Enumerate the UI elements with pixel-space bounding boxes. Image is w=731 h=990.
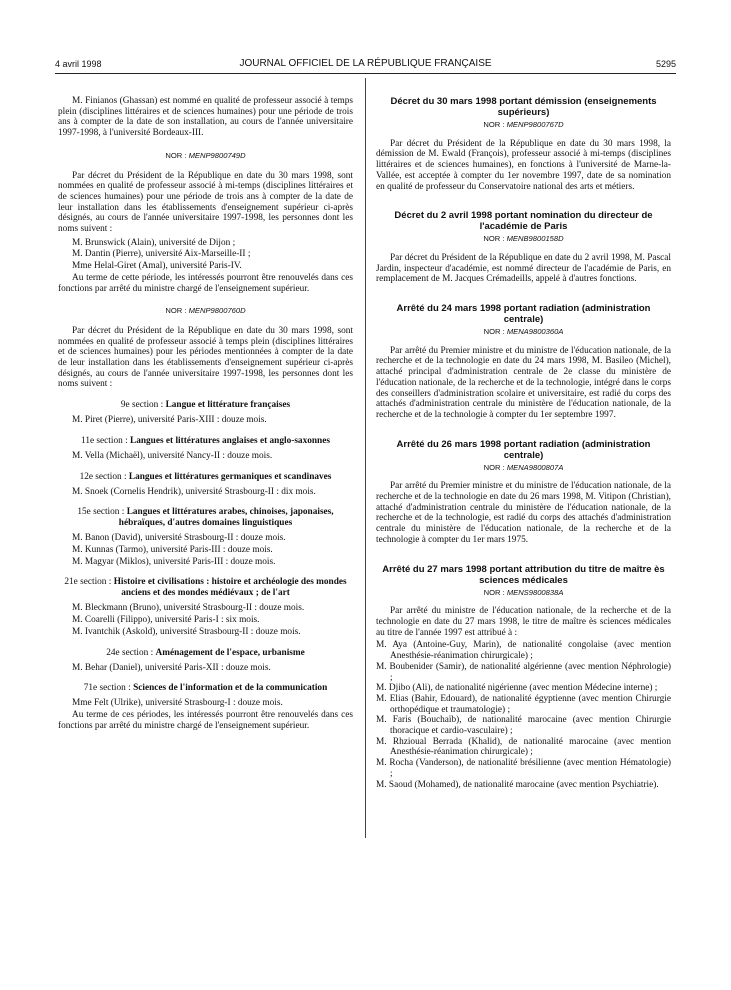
section-heading: 12e section : Langues et littératures germaniques et scandinaves — [79, 471, 332, 482]
nor-reference: NOR : MENP9800767D — [483, 120, 564, 129]
nor-code: MENA9800360A — [506, 327, 564, 337]
nor-reference: NOR : MENA9800360A — [483, 327, 564, 337]
list-item: M. Saoud (Mohamed), de nationalité marocaine (avec mention Psychiatrie). — [376, 779, 659, 790]
intro-paragraph: M. Finianos (Ghassan) est nommé en qualité de professeur associé à temps plein (disciplines littéraires et de sciences humaines) pour une période de trois ans à compter de la date de son installation, au cours de l'année universitaire 1997-1998, à l'université Bordeaux-III. — [58, 96, 353, 139]
nor-code: MENP9800760D — [188, 306, 246, 316]
page-number: 5295 — [655, 59, 676, 69]
decree-paragraph: Par arrêté du ministre de l'éducation nationale, de la recherche et de la technologie en date du 27 mars 1998, le titre de maître ès sciences médicales au titre de l'année 1997 est attribué à : — [376, 606, 671, 638]
decree-paragraph: Par arrêté du Premier ministre et du ministre de l'éducation nationale, de la recherche et de la technologie en date du 26 mars 1998, M. Vitipon (Christian), attaché d'administration centrale du ministère de l'éducation nationale, de la recherche et de la technologie, est radié du corps des attachés d'administration centrale du ministère de l'éducation nationale, de la recherche et de la technologie à compter du 1er mars 1975. — [376, 481, 671, 545]
nor-reference: NOR : MENS9800838A — [483, 587, 564, 597]
decree-title: Arrêté du 27 mars 1998 portant attribution du titre de maître ès sciences médicales — [382, 563, 665, 586]
list-item: Mme Felt (Ulrike), université Strasbourg-I : douze mois. — [72, 698, 283, 709]
nor-reference: NOR : MENA9800807A — [483, 462, 564, 472]
list-item: M. Behar (Daniel), université Paris-XII : douze mois. — [72, 662, 271, 673]
list-item: M. Bleckmann (Bruno), université Strasbourg-II : douze mois. — [72, 603, 305, 614]
column-divider — [365, 78, 366, 838]
names-list — [58, 533, 353, 567]
names-list — [58, 698, 353, 709]
list-item: M. Banon (David), université Strasbourg-II : douze mois. — [72, 533, 286, 544]
header-rule — [55, 73, 676, 74]
section-heading: 11e section : Langues et littératures anglaises et anglo-saxonnes — [81, 435, 330, 446]
closing-paragraph: Au terme de ces périodes, les intéressés pourront être renouvelés dans ces fonctions par arrêté du ministre chargé de l'enseignement supérieur. — [58, 709, 353, 731]
page-header — [55, 56, 676, 72]
list-item: M. Djibo (Ali), de nationalité nigérienne (avec mention Médecine interne) ; — [376, 683, 658, 694]
list-item: M. Magyar (Miklos), université Paris-III : douze mois. — [72, 556, 276, 567]
names-list — [58, 487, 353, 498]
nor-code: MENB9800158D — [506, 234, 564, 244]
list-item: M. Kunnas (Tarmo), université Paris-III : douze mois. — [72, 544, 273, 555]
names-list — [58, 238, 353, 272]
nor-reference: NOR : MENP9800749D — [165, 150, 246, 160]
decree-paragraph: Par décret du Président de la République en date du 30 mars 1998, la démission de M. Ewald (François), professeur associé à mi-temps (disciplines littéraires et de sciences humaines), en fonctions à l'université de Marne-la-Vallée, est acceptée à compter du 1er novembre 1997, date de sa nomination en qualité de professeur du Conservatoire national des arts et métiers. — [376, 138, 671, 192]
decree-title: Arrêté du 24 mars 1998 portant radiation (administration centrale) — [396, 303, 651, 326]
right-column — [376, 96, 671, 808]
list-item: M. Ivantchik (Askold), université Strasbourg-II : douze mois. — [72, 626, 301, 637]
section-heading: 24e section : Aménagement de l'espace, urbanisme — [106, 647, 305, 658]
names-list — [58, 603, 353, 637]
list-item: M. Faris (Bouchaïb), de nationalité marocaine (avec mention Chirurgie thoracique et cardio-vasculaire) ; — [376, 715, 671, 737]
decree-title: Arrêté du 26 mars 1998 portant radiation (administration centrale) — [396, 438, 651, 461]
decree-block — [376, 439, 671, 546]
list-item: Mme Helal-Giret (Amal), université Paris-IV. — [72, 261, 242, 272]
nor-code: MENP9800749D — [188, 150, 246, 160]
nor-reference: NOR : MENP9800760D — [165, 306, 246, 316]
list-item: M. Snoek (Cornelis Hendrik), université Strasbourg-II : dix mois. — [72, 486, 316, 497]
decree-title: Décret du 30 mars 1998 portant démission (enseignements supérieurs) — [390, 96, 657, 118]
list-item: M. Rocha (Vanderson), de nationalité brésilienne (avec mention Hématologie) ; — [376, 758, 671, 779]
list-item: M. Brunswick (Alain), université de Dijon ; — [72, 237, 236, 248]
list-item: M. Dantin (Pierre), université Aix-Marseille-II ; — [72, 249, 251, 260]
decree-title: Décret du 2 avril 1998 portant nomination du directeur de l'académie de Paris — [394, 210, 653, 233]
decree-block — [376, 210, 671, 285]
section-heading: 71e section : Sciences de l'information et de la communication — [83, 683, 328, 694]
section-heading: 15e section : Langues et littératures arabes, chinoises, japonaises, hébraïques, d'autres domaines linguistiques — [77, 507, 334, 529]
section-heading: 9e section : Langue et littérature françaises — [120, 400, 291, 411]
recipients-list — [376, 640, 671, 790]
nor-code: MENA9800807A — [506, 462, 564, 472]
nor-code: MENS9800838A — [506, 587, 564, 597]
decree-paragraph: Par décret du Président de la République en date du 2 avril 1998, M. Pascal Jardin, inspecteur d'académie, est nommé directeur de l'académie de Paris, en remplacement de M. Jacques Crémadeills, appelé à d'autres fonctions. — [376, 252, 671, 285]
issue-date: 4 avril 1998 — [55, 59, 102, 69]
nor-reference: NOR : MENB9800158D — [483, 234, 564, 244]
decree-block — [376, 303, 671, 421]
list-item: M. Vella (Michaël), université Nancy-II : douze mois. — [72, 450, 273, 461]
list-item: M. Boubenider (Samir), de nationalité algérienne (avec mention Néphrologie) ; — [376, 661, 671, 683]
section-heading: 21e section : Histoire et civilisations : histoire et archéologie des mondes anciens et des mondes médiévaux ; de l'art — [64, 577, 347, 599]
list-item: M. Coarelli (Filippo), université Paris-I : six mois. — [72, 615, 260, 626]
left-column — [58, 96, 353, 734]
list-item: M. Piret (Pierre), université Paris-XIII : douze mois. — [72, 415, 267, 426]
decree-block — [376, 96, 671, 192]
decree-block — [376, 564, 671, 791]
names-list — [58, 415, 353, 426]
journal-title: JOURNAL OFFICIEL DE LA RÉPUBLIQUE FRANÇAISE — [239, 58, 492, 69]
list-item: M. Elias (Bahir, Edouard), de nationalité égyptienne (avec mention Chirurgie orthopédique et traumatologie) ; — [376, 693, 671, 715]
decree-paragraph: Par décret du Président de la République en date du 30 mars 1998, sont nommées en qualité de professeur associé à mi-temps (disciplines littéraires et de sciences humaines) pour une période de trois ans à compter de la date de leur installation dans les établissements d'enseignement supérieur ci-après désignés, au cours de l'année universitaire 1997-1998, les personnes dont les noms suivent : — [58, 170, 353, 235]
list-item: M. Rhzioual Berrada (Khalid), de nationalité marocaine (avec mention Anesthésie-réanimation chirurgicale) ; — [376, 736, 671, 758]
closing-paragraph: Au terme de cette période, les intéressés pourront être renouvelés dans ces fonctions par arrêté du ministre chargé de l'enseignement supérieur. — [58, 272, 353, 294]
list-item: M. Aya (Antoine-Guy, Marin), de nationalité congolaise (avec mention Anesthésie-réanimation chirurgicale) ; — [376, 640, 671, 662]
decree-paragraph: Par arrêté du Premier ministre et du ministre de l'éducation nationale, de la recherche et de la technologie en date du 24 mars 1998, M. Basileo (Michel), attaché principal d'administration centrale de 2e classe du ministère de l'éducation nationale, de la recherche et de la technologie, intégré dans le corps des conseillers d'administration scolaire et universitaire, est radié du corps des attachés d'administration centrale du ministère de l'éducation nationale, de la recherche et de la technologie à compter du 1er septembre 1997. — [376, 345, 671, 420]
decree-paragraph: Par décret du Président de la République en date du 30 mars 1998, sont nommées en qualité de professeur associé à temps plein (disciplines littéraires et de sciences humaines) pour les périodes mentionnées à compter de la date de leur installation dans les établissements d'enseignement supérieur ci-après désignés, au cours de l'année universitaire 1997-1998, les personnes dont les noms suivent : — [58, 325, 353, 390]
names-list — [58, 451, 353, 462]
names-list — [58, 663, 353, 674]
nor-code: MENP9800767D — [506, 120, 564, 129]
